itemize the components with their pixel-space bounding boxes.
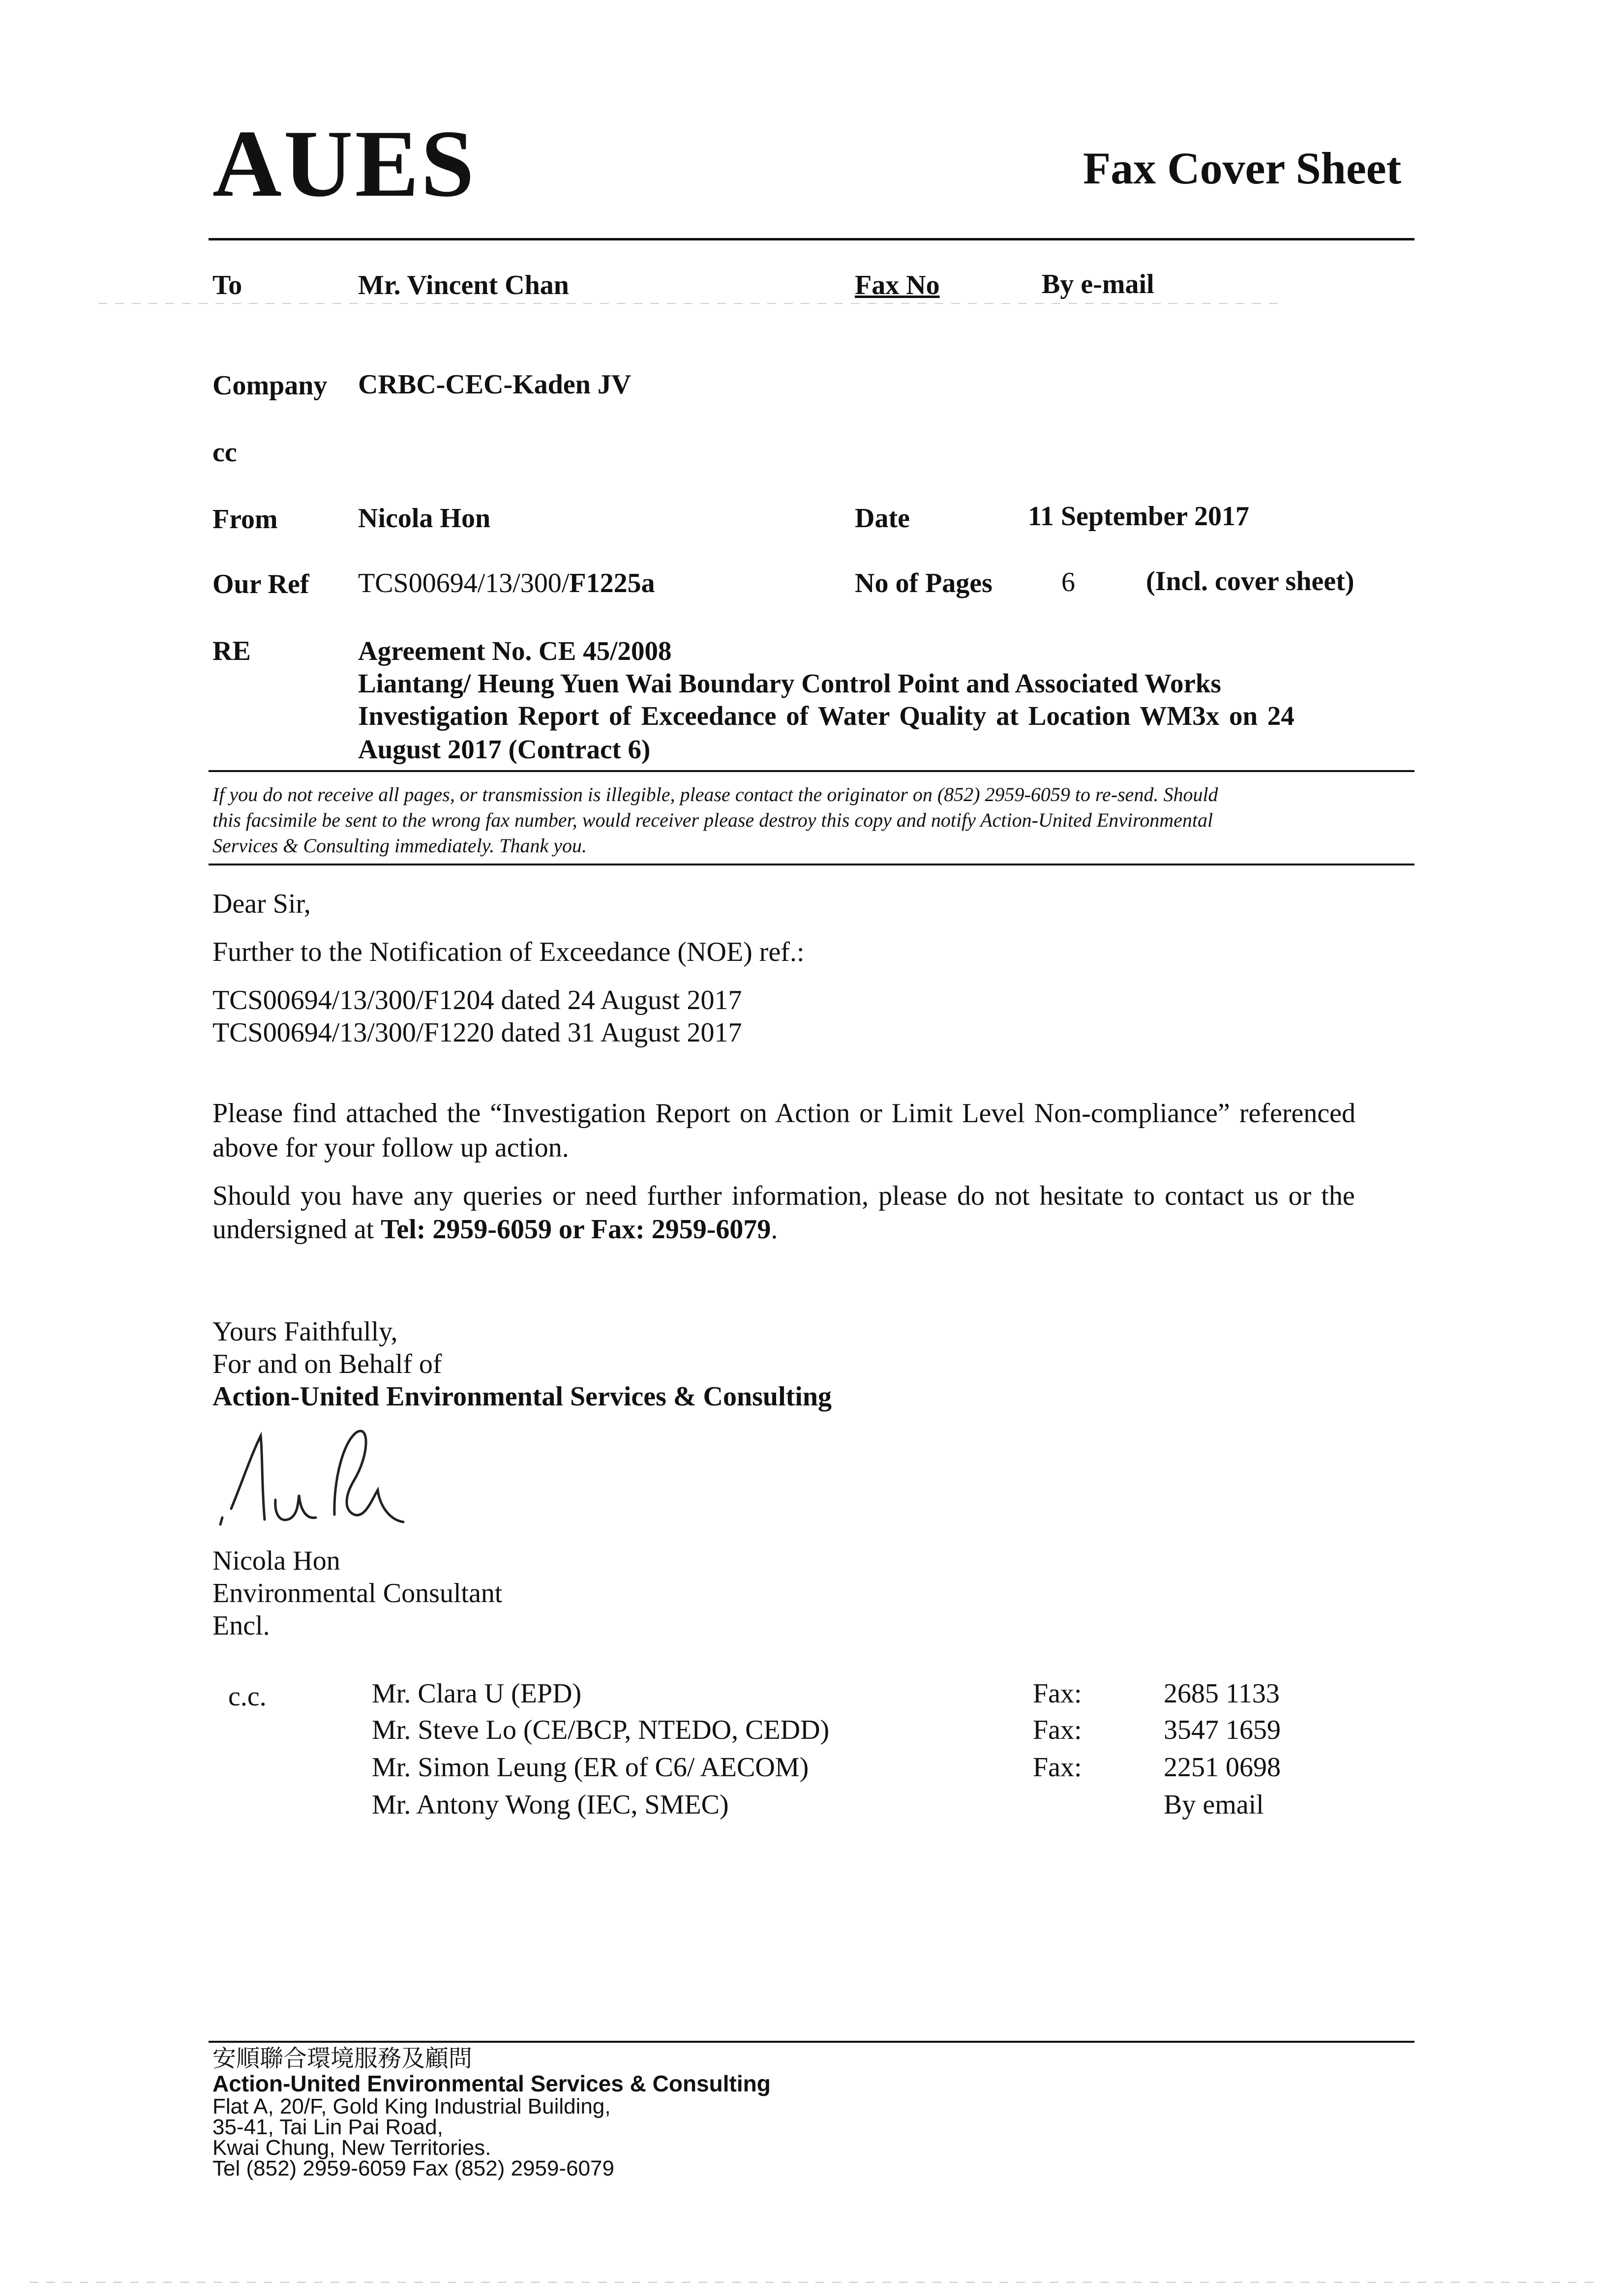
to-value: Mr. Vincent Chan <box>358 270 569 300</box>
footer-rule <box>209 2041 1414 2043</box>
pages-value: 6 <box>1061 567 1075 597</box>
footer-address-1: Flat A, 20/F, Gold King Industrial Building, <box>212 2094 611 2118</box>
signer-name: Nicola Hon <box>212 1546 340 1576</box>
our-ref-suffix: F1225a <box>569 568 655 598</box>
company-value: CRBC-CEC-Kaden JV <box>358 369 632 400</box>
re-line-2: Liantang/ Heung Yuen Wai Boundary Control Point and Associated Works <box>358 668 1221 698</box>
company-label: Company <box>212 370 328 401</box>
our-ref-label: Our Ref <box>212 569 309 599</box>
para2-line1: Should you have any queries or need further information, please do not hesitate to contact us or the <box>212 1181 1355 1211</box>
para2-end: . <box>771 1214 778 1245</box>
our-ref-value <box>358 569 655 597</box>
closing: Yours Faithfully, <box>212 1316 398 1347</box>
company-logo: AUES <box>212 111 477 217</box>
disclaimer-line-3: Services & Consulting immediately. Thank you. <box>212 835 587 857</box>
date-value: 11 September 2017 <box>1028 501 1250 532</box>
our-ref-prefix: TCS00694/13/300/ <box>358 568 570 598</box>
from-label: From <box>212 504 278 535</box>
noe-ref-2: TCS00694/13/300/F1220 dated 31 August 2017 <box>212 1017 742 1048</box>
cc-name-3: Mr. Simon Leung (ER of C6/ AECOM) <box>372 1752 809 1783</box>
cc-fax-3: 2251 0698 <box>1164 1752 1281 1783</box>
disclaimer-line-1: If you do not receive all pages, or transmission is illegible, please contact the originator on (852) 2959-6059 to re-send. Should <box>212 783 1218 805</box>
signing-company: Action-United Environmental Services & Consulting <box>212 1381 832 1412</box>
on-behalf-of: For and on Behalf of <box>212 1349 442 1379</box>
para1-line1: Please find attached the “Investigation Report on Action or Limit Level Non-compliance” referenced <box>212 1098 1356 1129</box>
intro-text: Further to the Notification of Exceedance (NOE) ref.: <box>212 937 805 967</box>
para1-line2: above for your follow up action. <box>212 1133 569 1163</box>
re-line-1: Agreement No. CE 45/2008 <box>358 636 672 666</box>
footer-chinese-name: 安順聯合環境服務及顧問 <box>212 2045 473 2072</box>
handwritten-signature <box>211 1421 418 1534</box>
cc-fax-2: 3547 1659 <box>1164 1715 1281 1745</box>
cc-fax-4: By email <box>1164 1789 1264 1820</box>
cc-fax-1: 2685 1133 <box>1164 1678 1280 1709</box>
re-line-4: August 2017 (Contract 6) <box>358 734 651 764</box>
to-line-dashes <box>98 303 1279 304</box>
footer-address-2: 35-41, Tai Lin Pai Road, <box>212 2115 443 2139</box>
to-label: To <box>212 270 242 300</box>
document-title: Fax Cover Sheet <box>1083 143 1402 193</box>
cc-label: cc <box>212 437 237 468</box>
re-line-3: Investigation Report of Exceedance of Water Quality at Location WM3x on 24 <box>358 701 1294 731</box>
cc-name-4: Mr. Antony Wong (IEC, SMEC) <box>372 1789 729 1820</box>
from-value: Nicola Hon <box>358 503 491 534</box>
noe-ref-1: TCS00694/13/300/F1204 dated 24 August 2017 <box>212 985 742 1015</box>
footer-address-3: Kwai Chung, New Territories. <box>212 2136 491 2160</box>
disclaimer-line-2: this facsimile be sent to the wrong fax number, would receiver please destroy this copy and notify Action-United Environmental <box>212 809 1213 831</box>
fax-no-value: By e-mail <box>1042 269 1154 299</box>
date-label: Date <box>855 503 910 534</box>
pages-label: No of Pages <box>855 568 992 598</box>
scan-edge-dashes <box>30 2282 1594 2283</box>
contact-numbers: Tel: 2959-6059 or Fax: 2959-6079 <box>381 1214 771 1245</box>
cc-fax-label-1: Fax: <box>1033 1678 1082 1709</box>
cc-name-2: Mr. Steve Lo (CE/BCP, NTEDO, CEDD) <box>372 1715 830 1745</box>
footer-company: Action-United Environmental Services & Consulting <box>212 2071 771 2096</box>
para2-line2 <box>212 1216 778 1243</box>
pages-note: (Incl. cover sheet) <box>1146 566 1354 596</box>
re-label: RE <box>212 636 251 666</box>
footer-contact: Tel (852) 2959-6059 Fax (852) 2959-6079 <box>212 2156 614 2180</box>
cc-list-label: c.c. <box>228 1681 267 1712</box>
cc-name-1: Mr. Clara U (EPD) <box>372 1678 582 1709</box>
salutation: Dear Sir, <box>212 889 311 919</box>
cc-fax-label-3: Fax: <box>1033 1752 1082 1783</box>
header-rule <box>209 238 1414 240</box>
fax-no-label: Fax No <box>855 270 940 300</box>
disclaimer-bottom-rule <box>209 864 1414 865</box>
enclosure: Encl. <box>212 1610 270 1641</box>
para2-text: undersigned at <box>212 1214 381 1245</box>
signer-title: Environmental Consultant <box>212 1578 503 1609</box>
cc-fax-label-2: Fax: <box>1033 1715 1082 1745</box>
disclaimer-top-rule <box>209 770 1414 772</box>
